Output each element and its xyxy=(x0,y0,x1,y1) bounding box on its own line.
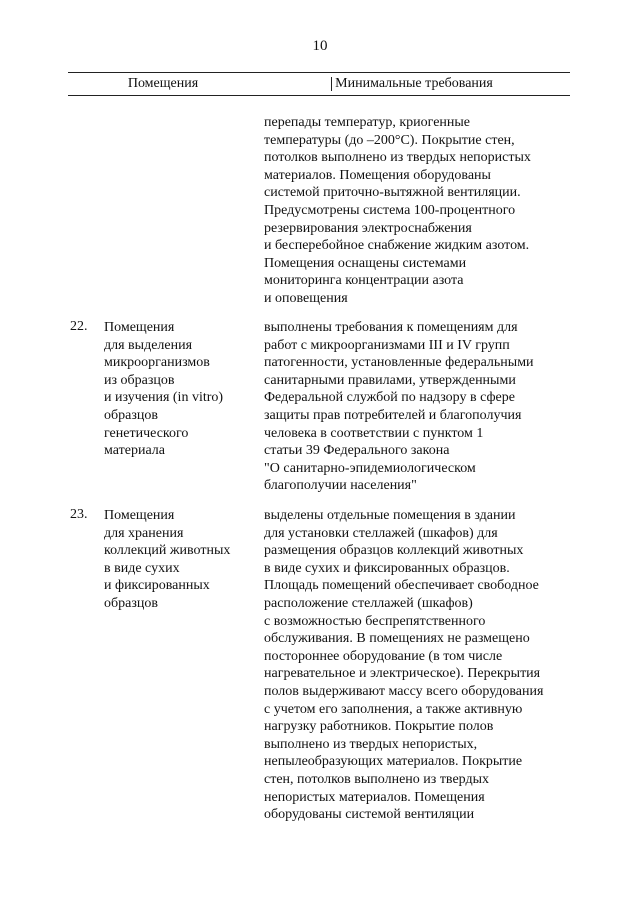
table-header xyxy=(68,72,570,96)
text-line: Помещения xyxy=(104,508,175,523)
text-line: выполнены требования к помещениям для xyxy=(264,320,518,335)
text-line: нагревательное и электрическое). Перекрытия xyxy=(264,666,541,682)
text-line: постороннее оборудование (в том числе xyxy=(264,648,503,664)
text-line: Федеральной службой по надзору в сфере xyxy=(264,390,515,406)
text-line: обслуживания. В помещениях не размещено xyxy=(264,631,530,647)
continuation-requirements xyxy=(264,114,574,308)
row-22-room xyxy=(104,319,254,460)
text-line: благополучии населения" xyxy=(264,478,417,494)
row-23-room xyxy=(104,507,254,613)
text-line: мониторинга концентрации азота xyxy=(264,273,464,289)
text-line: непористых материалов. Помещения xyxy=(264,789,485,805)
text-line: перепады температур, криогенные xyxy=(264,115,471,130)
text-line: нагрузку работников. Покрытие полов xyxy=(264,719,494,735)
text-line: образцов xyxy=(104,407,158,423)
text-line: для выделения xyxy=(104,337,193,353)
row-23-number: 23. xyxy=(70,507,88,522)
row-22-requirements xyxy=(264,319,574,495)
text-line: защиты прав потребителей и благополучия xyxy=(264,407,522,423)
header-requirements: Минимальные требования xyxy=(335,76,493,91)
text-line: и бесперебойное снабжение жидким азотом. xyxy=(264,238,530,254)
text-line: статьи 39 Федерального закона xyxy=(264,443,450,459)
text-line: генетического xyxy=(104,425,189,441)
text-line: Помещения оснащены системами xyxy=(264,255,467,271)
text-line: Помещения xyxy=(104,320,175,335)
text-line: микроорганизмов xyxy=(104,355,210,371)
text-line: "О санитарно-эпидемиологическом xyxy=(264,460,476,476)
text-line: в виде сухих и фиксированных образцов. xyxy=(264,560,510,576)
text-line: коллекций животных xyxy=(104,543,231,559)
header-rooms: Помещения xyxy=(127,76,199,91)
text-line: размещения образцов коллекций животных xyxy=(264,543,524,559)
text-line: и фиксированных xyxy=(104,578,210,594)
text-line: патогенности, установленные федеральными xyxy=(264,355,534,371)
text-line: температуры (до –200°С). Покрытие стен, xyxy=(264,132,515,148)
text-line: резервирования электроснабжения xyxy=(264,220,472,236)
text-line: в виде сухих xyxy=(104,560,180,576)
row-23-requirements xyxy=(264,507,574,824)
text-line: материалов. Помещения оборудованы xyxy=(264,167,491,183)
text-line: и изучения (in vitro) xyxy=(104,390,224,406)
text-line: Площадь помещений обеспечивает свободное xyxy=(264,578,539,594)
page-number: 10 xyxy=(312,38,328,54)
text-line: оборудованы системой вентиляции xyxy=(264,807,475,823)
text-line: Предусмотрены система 100-процентного xyxy=(264,202,516,218)
text-line: для хранения xyxy=(104,525,184,541)
text-line: санитарными правилами, утвержденными xyxy=(264,372,516,388)
text-line: стен, потолков выполнено из твердых xyxy=(264,771,490,787)
text-line: потолков выполнено из твердых непористых xyxy=(264,150,531,166)
text-line: материала xyxy=(104,443,165,459)
text-line: выделены отдельные помещения в здании xyxy=(264,508,516,523)
text-line: с учетом его заполнения, а также активную xyxy=(264,701,523,717)
text-line: работ с микроорганизмами III и IV групп xyxy=(264,337,510,353)
text-line: для установки стеллажей (шкафов) для xyxy=(264,525,498,541)
text-line: системой приточно-вытяжной вентиляции. xyxy=(264,185,521,201)
text-line: расположение стеллажей (шкафов) xyxy=(264,595,473,611)
row-22-number: 22. xyxy=(70,319,88,334)
text-line: выполнено из твердых непористых, xyxy=(264,736,478,752)
text-line: и оповещения xyxy=(264,290,348,306)
text-line: человека в соответствии с пунктом 1 xyxy=(264,425,484,441)
text-line: непылеобразующих материалов. Покрытие xyxy=(264,754,523,770)
text-line: из образцов xyxy=(104,372,175,388)
text-line: полов выдерживают массу всего оборудования xyxy=(264,683,544,699)
text-line: образцов xyxy=(104,595,158,611)
text-line: с возможностью беспрепятственного xyxy=(264,613,486,629)
